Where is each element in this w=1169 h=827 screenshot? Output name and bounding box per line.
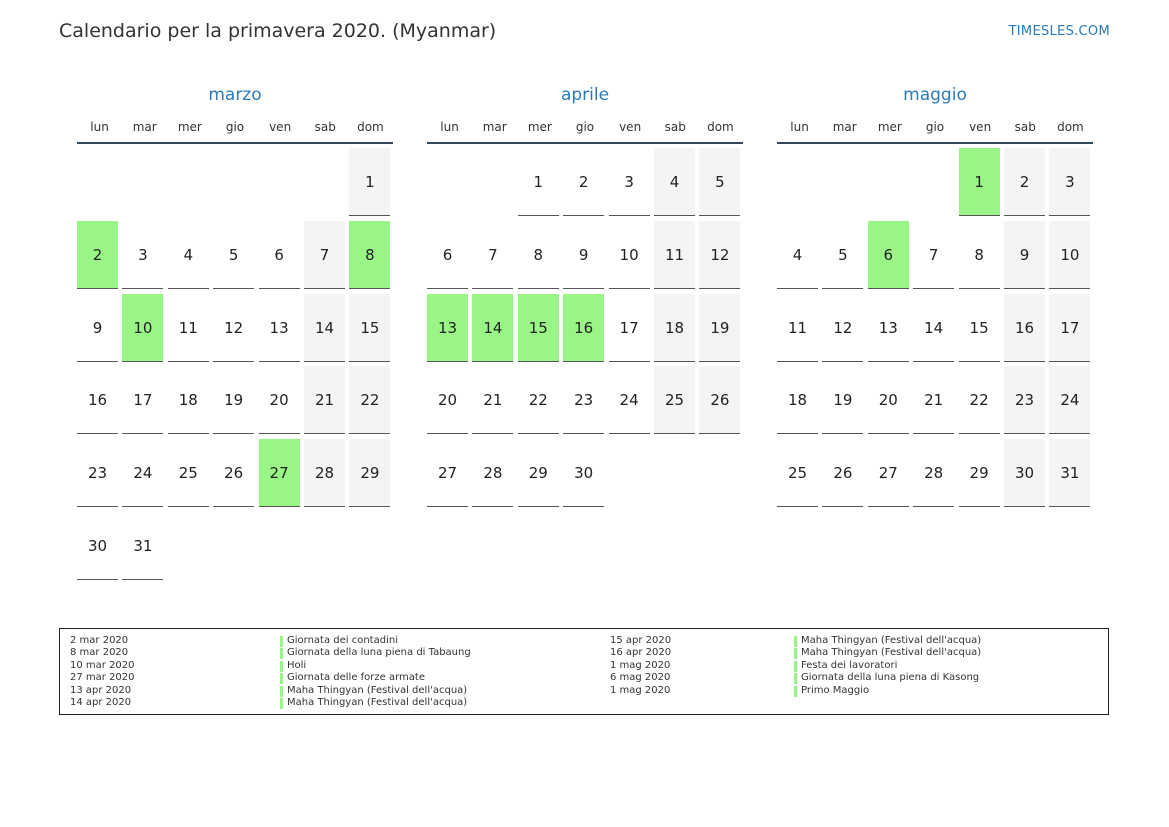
day-cell[interactable]: 16 [563, 294, 604, 362]
legend-color-marker [794, 636, 797, 647]
day-cell[interactable]: 29 [518, 439, 559, 507]
day-cell[interactable]: 7 [304, 221, 345, 289]
month-maggio [777, 84, 1093, 604]
day-cell[interactable]: 22 [959, 366, 1000, 434]
weekday-header [777, 112, 1093, 144]
legend-color-marker [794, 648, 797, 659]
day-cell[interactable]: 18 [654, 294, 695, 362]
day-cell[interactable]: 22 [518, 366, 559, 434]
day-cell[interactable]: 15 [518, 294, 559, 362]
weekday-label: mar [832, 120, 857, 134]
weekday-label: dom [357, 120, 384, 134]
legend-holiday-name: Primo Maggio [801, 684, 870, 696]
day-cell[interactable]: 30 [77, 512, 118, 580]
legend-holiday-name: Holi [287, 659, 307, 671]
month-name: aprile [560, 85, 610, 105]
day-cell[interactable]: 6 [259, 221, 300, 289]
day-cell[interactable]: 12 [699, 221, 740, 289]
legend-date: 1 mag 2020 [610, 659, 671, 671]
day-cell[interactable]: 23 [563, 366, 604, 434]
day-cell[interactable]: 3 [1049, 148, 1090, 216]
day-cell[interactable]: 21 [304, 366, 345, 434]
day-cell[interactable]: 30 [563, 439, 604, 507]
day-cell[interactable]: 4 [168, 221, 209, 289]
day-cell[interactable]: 10 [1049, 221, 1090, 289]
legend-color-marker [280, 648, 283, 659]
weekday-label: sab [1014, 120, 1036, 134]
day-cell[interactable]: 30 [1004, 439, 1045, 507]
day-cell[interactable]: 19 [699, 294, 740, 362]
day-cell[interactable]: 9 [1004, 221, 1045, 289]
day-cell[interactable]: 2 [77, 221, 118, 289]
weekday-label: lun [790, 120, 809, 134]
legend-date: 27 mar 2020 [70, 672, 135, 684]
weekday-label: mar [482, 120, 507, 134]
day-cell[interactable]: 13 [868, 294, 909, 362]
weekday-label: mer [877, 120, 902, 134]
day-cell[interactable]: 23 [1004, 366, 1045, 434]
day-cell[interactable]: 3 [122, 221, 163, 289]
day-cell[interactable]: 17 [609, 294, 650, 362]
legend-date: 2 mar 2020 [70, 635, 129, 646]
legend-holiday-name: Giornata delle forze armate [287, 672, 425, 684]
day-cell[interactable]: 4 [777, 221, 818, 289]
legend-date: 6 mag 2020 [610, 672, 671, 684]
day-cell[interactable]: 16 [77, 366, 118, 434]
legend-holiday-name: Maha Thingyan (Festival dell'acqua) [801, 647, 982, 659]
weekday-label: lun [90, 120, 109, 134]
day-cell[interactable]: 5 [822, 221, 863, 289]
legend-holiday-name: Festa dei lavoratori [801, 659, 898, 671]
day-cell[interactable]: 12 [213, 294, 254, 362]
weekday-label: mer [527, 120, 552, 134]
day-cell[interactable]: 19 [822, 366, 863, 434]
weekday-label: mar [132, 120, 157, 134]
day-cell[interactable]: 22 [349, 366, 390, 434]
day-cell[interactable]: 12 [822, 294, 863, 362]
day-cell[interactable]: 18 [168, 366, 209, 434]
day-cell[interactable]: 25 [168, 439, 209, 507]
day-cell[interactable]: 4 [654, 148, 695, 216]
day-cell[interactable]: 28 [472, 439, 513, 507]
day-cell[interactable]: 15 [959, 294, 1000, 362]
site-link[interactable]: TIMESLES.COM [1008, 24, 1110, 39]
holiday-legend [59, 628, 1109, 715]
weekday-label: gio [925, 120, 945, 134]
day-cell[interactable]: 10 [609, 221, 650, 289]
day-cell[interactable]: 8 [959, 221, 1000, 289]
legend-color-marker [794, 661, 797, 672]
weekday-label: gio [225, 120, 245, 134]
day-cell[interactable]: 29 [959, 439, 1000, 507]
day-cell[interactable]: 8 [518, 221, 559, 289]
day-cell[interactable]: 15 [349, 294, 390, 362]
legend-color-marker [280, 673, 283, 684]
day-cell[interactable]: 14 [304, 294, 345, 362]
day-cell[interactable]: 28 [913, 439, 954, 507]
day-cell[interactable]: 5 [213, 221, 254, 289]
day-cell[interactable]: 20 [868, 366, 909, 434]
day-cell[interactable]: 17 [122, 366, 163, 434]
legend-holiday-name: Giornata della luna piena di Kasong [801, 672, 980, 684]
day-cell[interactable]: 14 [913, 294, 954, 362]
weekday-label: lun [440, 120, 459, 134]
day-cell[interactable]: 11 [168, 294, 209, 362]
day-grid [777, 144, 1093, 604]
day-cell[interactable]: 26 [699, 366, 740, 434]
day-cell[interactable]: 1 [518, 148, 559, 216]
day-cell[interactable]: 24 [122, 439, 163, 507]
day-cell[interactable]: 5 [699, 148, 740, 216]
day-cell[interactable]: 21 [472, 366, 513, 434]
day-cell[interactable]: 13 [259, 294, 300, 362]
month-aprile [427, 84, 743, 604]
weekday-header [77, 112, 393, 144]
day-cell[interactable]: 1 [349, 148, 390, 216]
day-cell[interactable]: 10 [122, 294, 163, 362]
day-cell[interactable]: 31 [122, 512, 163, 580]
weekday-header [427, 112, 743, 144]
day-cell[interactable]: 20 [259, 366, 300, 434]
day-cell[interactable]: 24 [1049, 366, 1090, 434]
legend-color-marker [794, 686, 797, 697]
weekday-label: dom [707, 120, 734, 134]
legend-holiday-name: Maha Thingyan (Festival dell'acqua) [287, 697, 468, 708]
day-cell[interactable]: 18 [777, 366, 818, 434]
weekday-label: sab [314, 120, 336, 134]
month-marzo [77, 84, 393, 604]
day-cell[interactable]: 2 [563, 148, 604, 216]
day-cell[interactable]: 11 [777, 294, 818, 362]
day-cell[interactable]: 24 [609, 366, 650, 434]
day-cell[interactable]: 26 [822, 439, 863, 507]
day-cell[interactable]: 25 [654, 366, 695, 434]
legend-holiday-name: Giornata dei contadini [287, 635, 398, 646]
day-cell[interactable]: 27 [427, 439, 468, 507]
day-cell[interactable]: 7 [913, 221, 954, 289]
day-cell[interactable]: 21 [913, 366, 954, 434]
legend-color-marker [280, 698, 283, 709]
day-cell[interactable]: 6 [868, 221, 909, 289]
day-cell[interactable]: 29 [349, 439, 390, 507]
legend-date: 8 mar 2020 [70, 647, 129, 659]
legend-color-marker [280, 686, 283, 697]
day-cell[interactable]: 25 [777, 439, 818, 507]
legend-holiday-name: Maha Thingyan (Festival dell'acqua) [287, 684, 468, 696]
weekday-label: sab [664, 120, 686, 134]
day-cell[interactable]: 23 [77, 439, 118, 507]
day-cell[interactable]: 13 [427, 294, 468, 362]
day-cell[interactable]: 9 [77, 294, 118, 362]
day-cell[interactable]: 27 [868, 439, 909, 507]
day-cell[interactable]: 3 [609, 148, 650, 216]
day-cell[interactable]: 11 [654, 221, 695, 289]
legend-date: 15 apr 2020 [610, 635, 672, 646]
legend-date: 13 apr 2020 [70, 684, 132, 696]
day-cell[interactable]: 1 [959, 148, 1000, 216]
day-cell[interactable]: 31 [1049, 439, 1090, 507]
day-cell[interactable]: 16 [1004, 294, 1045, 362]
day-grid [77, 144, 393, 604]
legend-color-marker [280, 661, 283, 672]
weekday-label: dom [1057, 120, 1084, 134]
month-name: maggio [903, 85, 967, 105]
day-cell[interactable]: 7 [472, 221, 513, 289]
day-cell[interactable]: 9 [563, 221, 604, 289]
legend-holiday-name: Giornata della luna piena di Tabaung [287, 647, 471, 659]
day-cell[interactable]: 20 [427, 366, 468, 434]
weekday-label: mer [177, 120, 202, 134]
legend-color-marker [280, 636, 283, 647]
legend-color-marker [794, 673, 797, 684]
day-cell[interactable]: 19 [213, 366, 254, 434]
page-title: Calendario per la primavera 2020. (Myanmar) [59, 20, 497, 42]
legend-holiday-name: Maha Thingyan (Festival dell'acqua) [801, 635, 982, 646]
weekday-label: ven [619, 120, 642, 134]
day-cell[interactable]: 8 [349, 221, 390, 289]
legend-date: 1 mag 2020 [610, 684, 671, 696]
day-cell[interactable]: 26 [213, 439, 254, 507]
day-grid [427, 144, 743, 604]
legend-date: 10 mar 2020 [70, 659, 135, 671]
day-cell[interactable]: 14 [472, 294, 513, 362]
weekday-label: gio [575, 120, 595, 134]
month-name: marzo [208, 85, 262, 105]
weekday-label: ven [969, 120, 992, 134]
day-cell[interactable]: 27 [259, 439, 300, 507]
weekday-label: ven [269, 120, 292, 134]
day-cell[interactable]: 6 [427, 221, 468, 289]
legend-date: 16 apr 2020 [610, 647, 672, 659]
day-cell[interactable]: 28 [304, 439, 345, 507]
day-cell[interactable]: 17 [1049, 294, 1090, 362]
day-cell[interactable]: 2 [1004, 148, 1045, 216]
legend-date: 14 apr 2020 [70, 697, 132, 708]
